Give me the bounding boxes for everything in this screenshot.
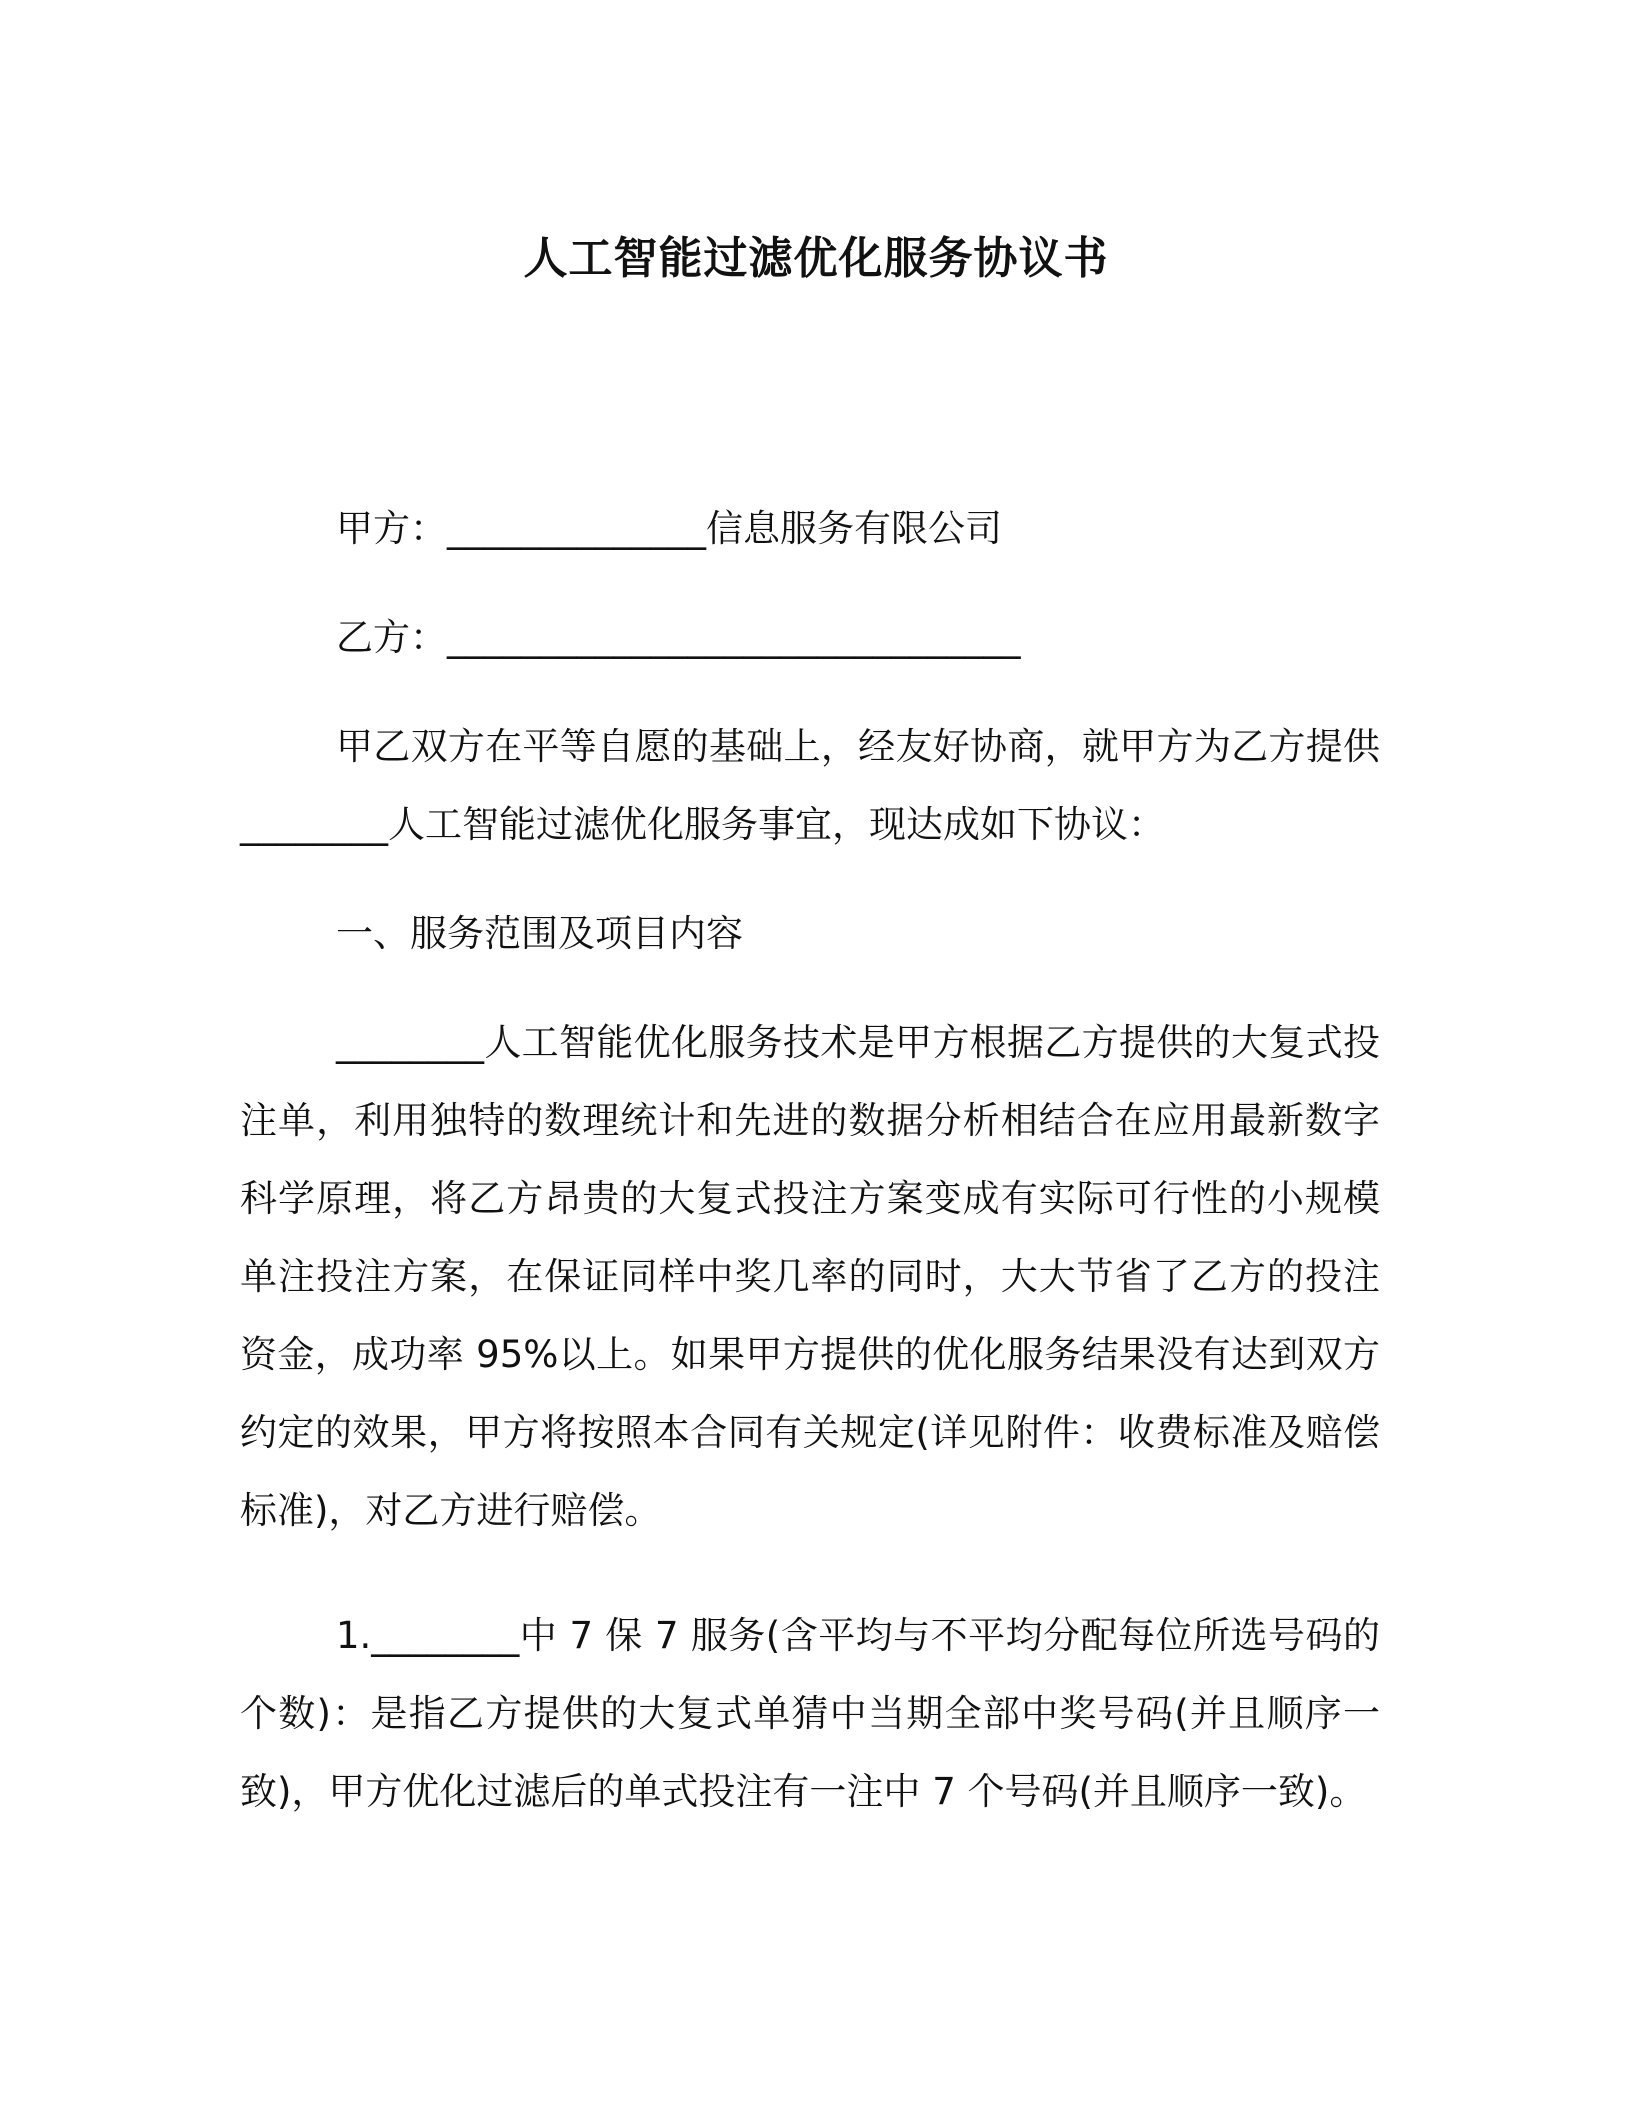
document-body (240, 490, 1380, 1862)
section-1-body: ________人工智能优化服务技术是甲方根据乙方提供的大复式投注单，利用独特的数理统计和先进的数据分析相结合在应用最新数字科学原理，将乙方昂贵的大复式投注方案变成有实际可行性的小规模单注投注方案，在保证同样中奖几率的同时，大大节省了乙方的投注资金，成功率 95%以上。如果甲方提供的优化服务结果没有达到双方约定的效果，甲方将按照本合同有关规定(详见附件：收费标准及赔偿标准)，对乙方进行赔偿。 (240, 1021, 1380, 1532)
party-b-line: 乙方：_______________________________ (336, 616, 1021, 659)
party-a-line: 甲方：______________信息服务有限公司 (336, 507, 1002, 550)
document-title: 人工智能过滤优化服务协议书 (523, 233, 1109, 284)
section-1-heading: 一、服务范围及项目内容 (336, 912, 743, 955)
intro-paragraph: 甲乙双方在平等自愿的基础上，经友好协商，就甲方为乙方提供________人工智能过滤优化服务事宜，现达成如下协议： (240, 725, 1380, 846)
item-1-paragraph: 1.________中 7 保 7 服务(含平均与不平均分配每位所选号码的个数)：是指乙方提供的大复式单猜中当期全部中奖号码(并且顺序一致)，甲方优化过滤后的单式投注有一注中 7 个号码(并且顺序一致)。 (240, 1614, 1380, 1813)
